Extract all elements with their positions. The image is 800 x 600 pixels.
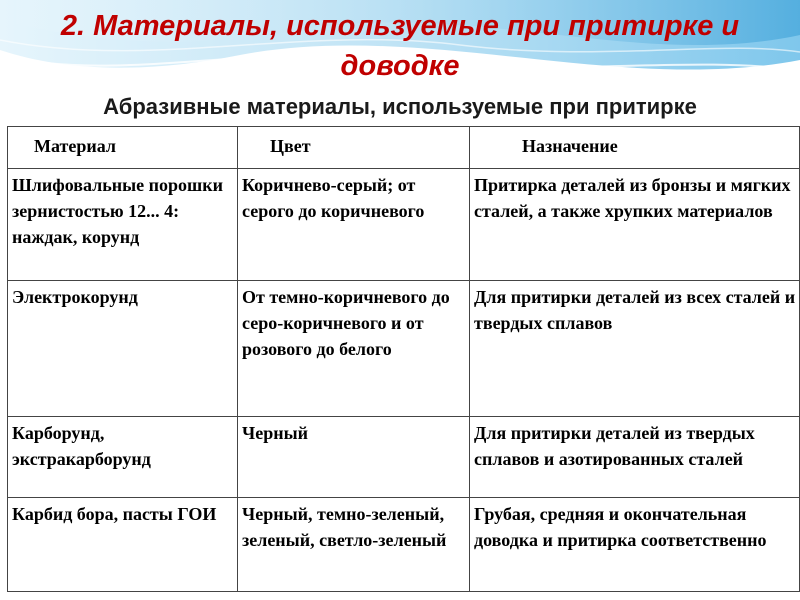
cell-material: Карбид бора, пасты ГОИ [8, 498, 238, 592]
table-row [8, 281, 800, 417]
header-material: Материал [8, 127, 238, 169]
cell-material: Шлифовальные порошки зернистостью 12... 4: наждак, корунд [8, 169, 238, 281]
table-row [8, 417, 800, 498]
table-row [8, 169, 800, 281]
abrasives-table [7, 126, 800, 592]
cell-color: Черный, темно-зеленый, зеленый, светло-зеленый [238, 498, 470, 592]
slide-subtitle: Абразивные материалы, используемые при притирке [103, 94, 697, 119]
cell-color: От темно-коричневого до серо-коричневого и от розового до белого [238, 281, 470, 417]
cell-purpose: Для притирки деталей из всех сталей и твердых сплавов [470, 281, 800, 417]
slide-title: 2. Материалы, используемые при притирке и доводке [60, 10, 740, 82]
cell-purpose: Притирка деталей из бронзы и мягких сталей, а также хрупких материалов [470, 169, 800, 281]
cell-color: Коричнево-серый; от серого до коричневого [238, 169, 470, 281]
cell-purpose: Грубая, средняя и окончательная доводка и притирка соответственно [470, 498, 800, 592]
cell-color: Черный [238, 417, 470, 498]
cell-material: Карборунд, экстракарборунд [8, 417, 238, 498]
header-purpose: Назначение [470, 127, 800, 169]
table-header-row [8, 127, 800, 169]
header-color: Цвет [238, 127, 470, 169]
table-row [8, 498, 800, 592]
cell-material: Электрокорунд [8, 281, 238, 417]
cell-purpose: Для притирки деталей из твердых сплавов и азотированных сталей [470, 417, 800, 498]
